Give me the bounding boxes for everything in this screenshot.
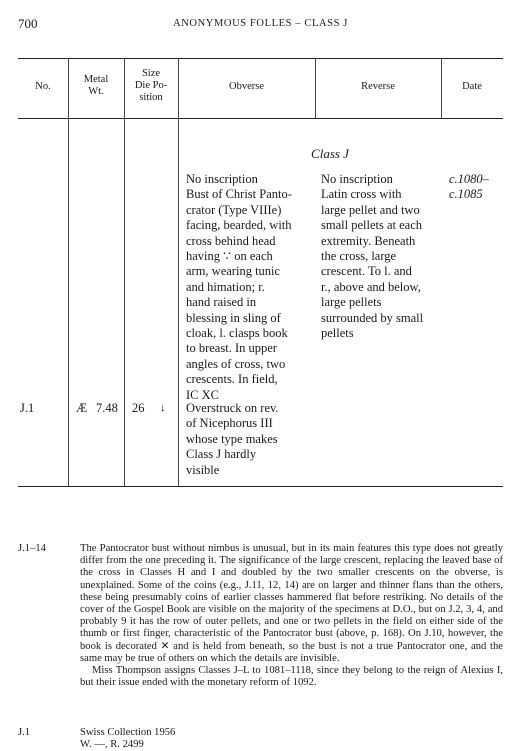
note-body-j1-14 — [80, 543, 503, 689]
divider-no-metal — [68, 58, 69, 486]
table-bottom-rule — [18, 486, 503, 487]
header-size-line2: Die Po- — [134, 80, 168, 91]
class-title: Class J — [311, 146, 349, 161]
header-metal-line1: Metal — [83, 74, 109, 85]
header-metal-line2: Wt. — [88, 86, 104, 97]
header-size-line3: sition — [139, 92, 163, 103]
header-size — [124, 68, 178, 104]
note-ref-j1: J.1 — [18, 727, 31, 738]
reverse-description: No inscription Latin cross with large pellet and two small pellets at each extremity. Beneath the cross, large crescent. To l. and r., above and below, large pellets surrounded by small pellets — [321, 172, 424, 341]
die-position-arrow-icon: ↓ — [160, 402, 166, 414]
obverse-description: No inscription Bust of Christ Panto- crator (Type VIIIe) facing, bearded, with cross behind head having ∵ on each arm, wearing tunic and himation; r. hand raised in blessing in sling of cloak, l. clasps book to breast. In upper angles of cross, two crescents. In field, IC XC — [186, 172, 292, 402]
divider-size-obverse — [178, 58, 179, 486]
header-reverse: Reverse — [361, 81, 395, 92]
note-body-j1 — [80, 727, 503, 751]
date-range: c.1080– c.1085 — [449, 172, 489, 202]
table-top-rule — [18, 58, 503, 59]
row-size: 26 — [132, 401, 145, 415]
note-paragraph: Miss Thompson assigns Classes J–L to 1081–1118, since they belong to the reign of Alexius I, but their issue ended with the monetary reform of 1092. — [80, 665, 503, 689]
row-weight: 7.48 — [96, 401, 118, 415]
note-paragraph: W. —, R. 2499 — [80, 739, 144, 751]
note-paragraph: The Pantocrator bust without nimbus is unusual, but in its main features this type does not greatly differ from the one preceding it. The significance of the large crescent, replacing the leaved base of the cross in Classes H and I and doubled by the two smaller crescents on the obverse, is unexplained. Some of the coins (e.g., J.11, 12, 14) are on larger and thinner flans than the others, these being presumably coins of earlier classes hammered flat before restriking. No details of the cover of the Gospel Book are visible on the majority of the specimens at D.O., but on J.2, 3, 4, and probably 9 it has the row of outer pellets, and one or two pellets in the field on either side of the thumb or first finger, characteristic of the Pantocrator bust (above, p. 168). On J.10, however, the book is decorated ✕ and is held from beneath, so the bust is not a true Pantocrator one, and the same may be true of others on which the details are invisible. — [80, 543, 503, 664]
obverse-overstrike-note: Overstruck on rev. of Nicephorus III whose type makes Class J hardly visible — [186, 401, 279, 477]
header-no: No. — [35, 81, 51, 92]
row-metal: Æ — [76, 401, 88, 415]
header-metal — [68, 74, 124, 98]
running-head: ANONYMOUS FOLLES – CLASS J — [173, 18, 348, 29]
header-bottom-rule — [18, 118, 503, 119]
note-ref-j1-14: J.1–14 — [18, 543, 46, 554]
header-date: Date — [462, 81, 482, 92]
header-size-line1: Size — [141, 68, 161, 79]
divider-metal-size — [124, 58, 125, 486]
row-number: J.1 — [20, 401, 35, 415]
header-obverse: Obverse — [229, 81, 264, 92]
note-paragraph: Swiss Collection 1956 — [80, 727, 176, 738]
page-number: 700 — [18, 16, 38, 31]
